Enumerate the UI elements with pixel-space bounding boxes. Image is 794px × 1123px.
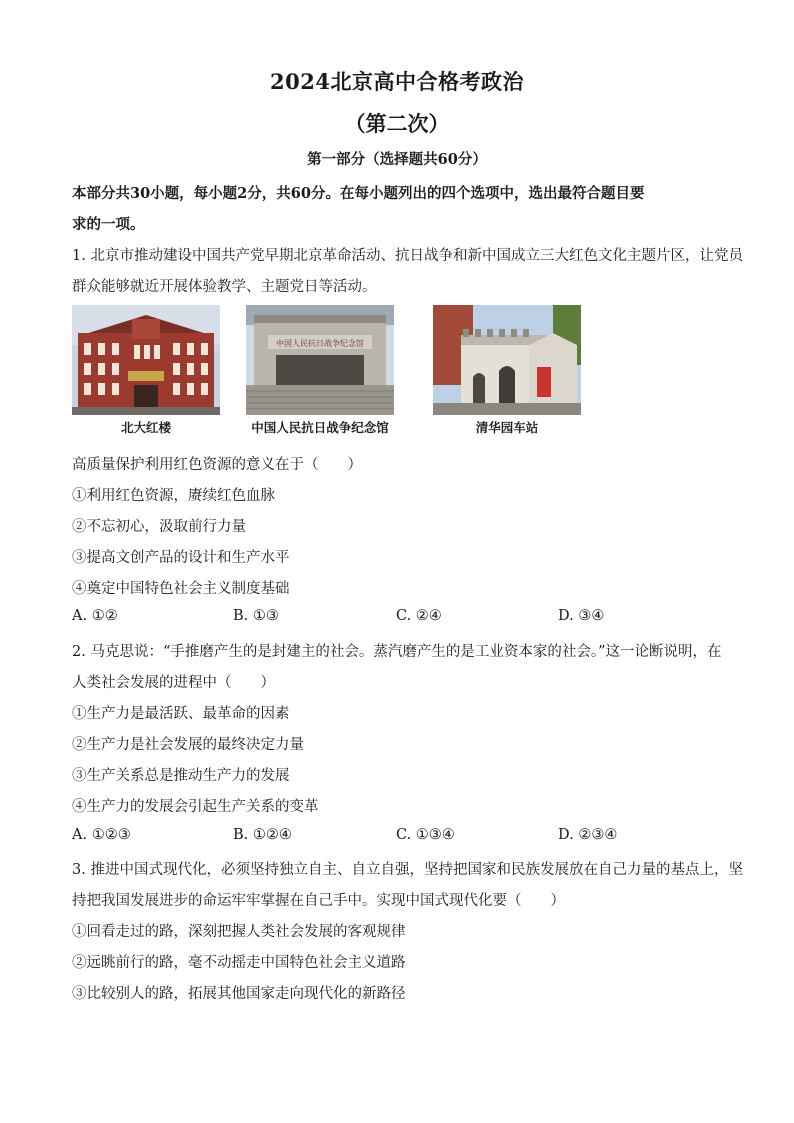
q1-question: 高质量保护利用红色资源的意义在于（ ） xyxy=(72,457,362,473)
q2-option-d: D. ②③④ xyxy=(558,827,618,843)
caption-photo-2: 中国人民抗日战争纪念馆 xyxy=(251,420,389,435)
page-subtitle: （第二次） xyxy=(344,111,450,136)
q1-option-c: C. ②④ xyxy=(396,608,442,624)
q3-item-1: ①回看走过的路，深刻把握人类社会发展的客观规律 xyxy=(72,924,406,940)
q3-item-3: ③比较别人的路，拓展其他国家走向现代化的新路径 xyxy=(72,986,406,1002)
q1-stem-line-1: 1. 北京市推动建设中国共产党早期北京革命活动、抗日战争和新中国成立三大红色文化主题片区，让党员 xyxy=(72,248,743,264)
q1-item-4: ④奠定中国特色社会主义制度基础 xyxy=(72,581,290,597)
q2-option-a: A. ①②③ xyxy=(72,827,131,843)
q2-item-1: ①生产力是最活跃、最革命的因素 xyxy=(72,706,290,722)
section-heading: 第一部分（选择题共60分） xyxy=(307,151,487,168)
q1-item-1: ①利用红色资源，赓续红色血脉 xyxy=(72,488,275,504)
q2-item-3: ③生产关系总是推动生产力的发展 xyxy=(72,768,290,784)
photo-war-memorial xyxy=(246,305,394,415)
instructions-line-1: 本部分共30小题，每小题2分，共60分。在每小题列出的四个选项中，选出最符合题目要 xyxy=(72,185,645,202)
caption-photo-1: 北大红楼 xyxy=(120,420,171,435)
photo-tsinghua-station xyxy=(433,305,581,415)
page-title: 2024北京高中合格考政治 xyxy=(270,69,524,94)
q1-stem-line-2: 群众能够就近开展体验教学、主题党日等活动。 xyxy=(72,279,377,295)
caption-photo-3: 清华园车站 xyxy=(475,420,539,435)
q1-option-b: B. ①③ xyxy=(233,608,279,624)
q2-stem-line-1: 2. 马克思说：“手推磨产生的是封建主的社会。蒸汽磨产生的是工业资本家的社会。”这一论断说明，在 xyxy=(72,644,722,660)
photo-peking-red-building xyxy=(72,305,220,415)
q2-stem-line-2: 人类社会发展的进程中（ ） xyxy=(72,675,275,691)
q1-item-2: ②不忘初心，汲取前行力量 xyxy=(72,519,246,535)
q1-item-3: ③提高文创产品的设计和生产水平 xyxy=(72,550,290,566)
instructions-line-2: 求的一项。 xyxy=(72,216,145,233)
q2-option-c: C. ①③④ xyxy=(396,827,455,843)
q2-item-4: ④生产力的发展会引起生产关系的变革 xyxy=(72,799,319,815)
q3-stem-line-1: 3. 推进中国式现代化，必须坚持独立自主、自立自强，坚持把国家和民族发展放在自己力量的基点上，坚 xyxy=(72,862,743,878)
q1-option-d: D. ③④ xyxy=(558,608,605,624)
memorial-sign-text: 中国人民抗日战争纪念馆 xyxy=(276,339,364,348)
q1-option-a: A. ①② xyxy=(72,608,118,624)
q2-option-b: B. ①②④ xyxy=(233,827,292,843)
q2-item-2: ②生产力是社会发展的最终决定力量 xyxy=(72,737,304,753)
q3-item-2: ②远眺前行的路，毫不动摇走中国特色社会主义道路 xyxy=(72,955,406,971)
q3-stem-line-2: 持把我国发展进步的命运牢牢掌握在自己手中。实现中国式现代化要（ ） xyxy=(72,893,565,909)
